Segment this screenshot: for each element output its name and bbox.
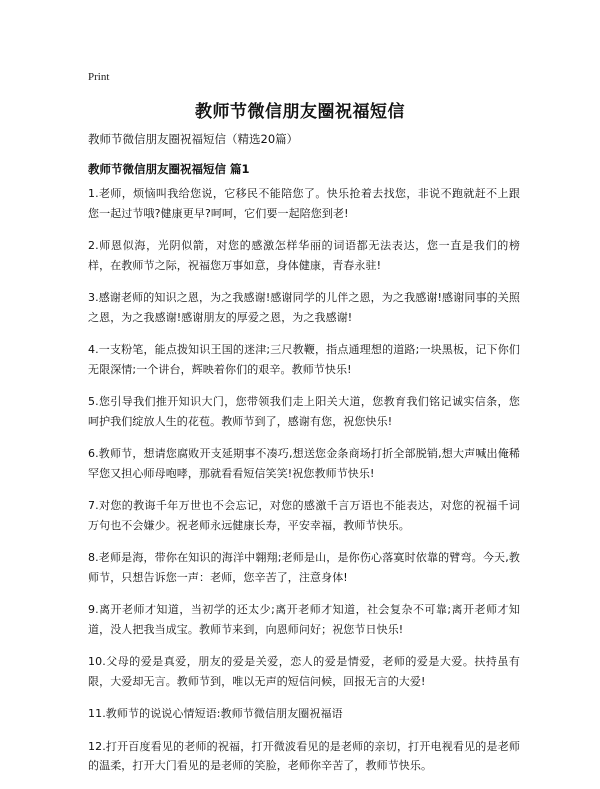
message-paragraph: 5.您引导我们推开知识大门，您带领我们走上阳关大道，您教育我们铭记诚实信条，您呵护我们绽放人生的花苞。教师节到了，感谢有您，祝您快乐! xyxy=(88,395,520,428)
message-paragraph: 4.一支粉笔，能点拨知识王国的迷津;三尺教鞭，指点通理想的道路;一块黑板，记下你们无限深情;一个讲台，辉映着你们的艰辛。教师节快乐! xyxy=(88,343,520,376)
message-paragraph: 12.打开百度看见的老师的祝福，打开微波看见的是老师的亲切，打开电视看见的是老师的温柔，打开大门看见的是老师的笑脸，老师你辛苦了，教师节快乐。 xyxy=(88,739,520,772)
section-heading: 教师节微信朋友圈祝福短信 篇1 xyxy=(88,162,250,176)
print-link[interactable]: Print xyxy=(88,71,110,83)
message-paragraph: 2.师恩似海，光阴似箭，对您的感激怎样华丽的词语都无法表达，您一直是我们的榜样，在教师节之际，祝福您万事如意，身体健康，青春永驻! xyxy=(88,239,520,272)
message-paragraph: 8.老师是海，带你在知识的海洋中翱翔;老师是山，是你伤心落寞时依靠的臂弯。今天,教师节，只想告诉您一声：老师，您辛苦了，注意身体! xyxy=(88,551,520,584)
message-paragraph: 6.教师节，想请您腐败开支延期事不凑巧,想送您金条商场打折全部脱销,想大声喊出俺稀罕您又担心师母咆哮，那就看看短信笑笑!祝您教师节快乐! xyxy=(88,447,520,480)
document-body xyxy=(88,184,520,789)
message-paragraph: 1.老师，烦恼叫我给您说，它移民不能陪您了。快乐抢着去找您，非说不跑就赶不上跟您一起过节哦?健康更早?呵呵，它们要一起陪您到老! xyxy=(88,187,520,220)
message-paragraph: 3.感谢老师的知识之恩，为之我感谢!感谢同学的儿伴之恩，为之我感谢!感谢同事的关照之恩，为之我感谢!感谢朋友的厚爱之恩，为之我感谢! xyxy=(88,291,520,324)
page-title: 教师节微信朋友圈祝福短信 xyxy=(195,102,405,122)
message-paragraph: 11.教师节的说说心情短语:教师节微信朋友圈祝福语 xyxy=(88,707,343,720)
message-paragraph: 10.父母的爱是真爱，朋友的爱是关爱，恋人的爱是情爱，老师的爱是大爱。扶持虽有限，大爱却无言。教师节到，唯以无声的短信问候，回报无言的大爱! xyxy=(88,655,520,688)
message-paragraph: 7.对您的教诲千年万世也不会忘记，对您的感激千言万语也不能表达，对您的祝福千词万句也不会嫌少。祝老师永远健康长寿，平安幸福，教师节快乐。 xyxy=(88,499,520,532)
document-subtitle: 教师节微信朋友圈祝福短信（精选20篇） xyxy=(88,132,299,146)
message-paragraph: 9.离开老师才知道，当初学的还太少;离开老师才知道，社会复杂不可靠;离开老师才知道，没人把我当成宝。教师节来到，向恩师问好；祝您节日快乐! xyxy=(88,603,520,636)
